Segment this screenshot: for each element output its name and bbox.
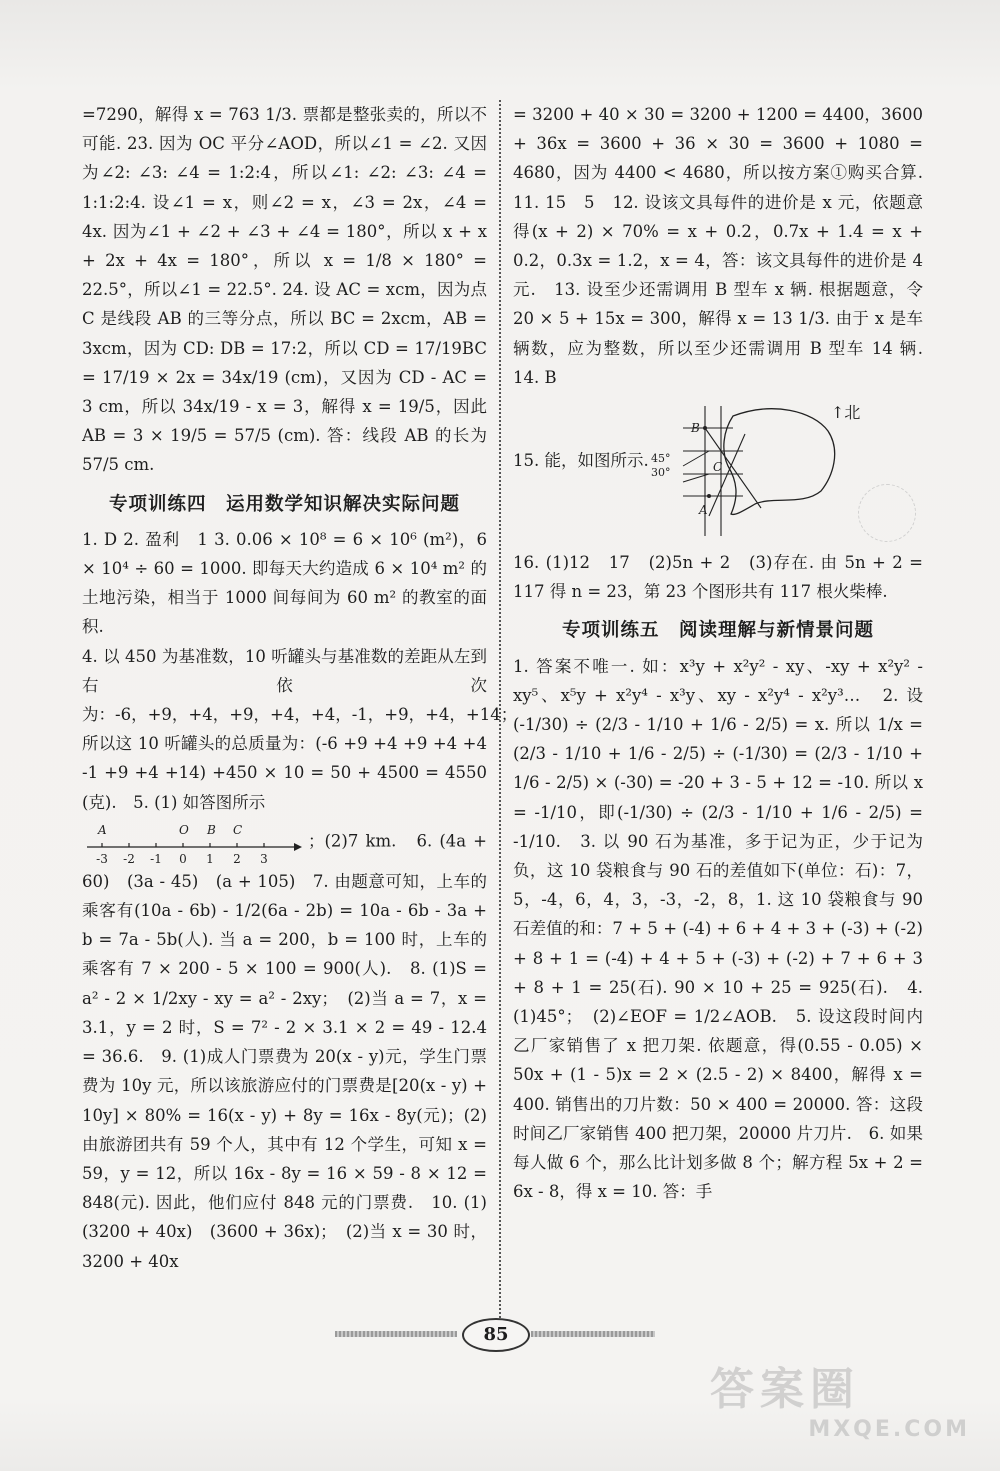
stamp-mark	[858, 484, 916, 542]
point-label-b: B	[207, 822, 216, 837]
map-figure-block	[513, 396, 923, 546]
tick-label: 2	[233, 851, 241, 866]
tick-label: -1	[150, 851, 162, 866]
watermark-logo-text: 答案圈	[710, 1364, 860, 1415]
point-label-o: O	[179, 822, 189, 837]
answer-paragraph-5-10	[82, 817, 487, 1276]
angle-label-30: 30°	[651, 466, 671, 480]
answer-paragraph-1-3: 1. D 2. 盈利 1 3. 0.06 × 10⁸ = 6 × 10⁶ (m²)，6 × 10⁴ ÷ 60 = 1000. 即每天大约造成 6 × 10⁴ m² 的土地污染，相当于 1000 间每间为 60 m² 的教室的面积.	[82, 529, 487, 637]
point-b	[703, 426, 707, 430]
tick-label: -2	[123, 851, 135, 866]
section-heading-4: 专项训练四 运用数学知识解决实际问题	[108, 493, 460, 515]
label-b: B	[691, 421, 700, 436]
answer-paragraph-10-14: = 3200 + 40 × 30 = 3200 + 1200 = 4400，3600 + 36x = 3600 + 36 × 30 = 3600 + 1080 = 4680，因为 4400 < 4680，所以按方案①购买合算. 11. 15 5 12. 设该文具每件的进价是 x 元，依题意得(x + 2) × 70% = x + 0.2，0.7x + 1.4 = x + 0.2，0.3x = 1.2，x = 4，答：该文具每件的进价是 4 元. 13. 设至少还需调用 B 型车 x 辆. 根据题意，令 20 × 5 + 15x = 300，解得 x = 13 1/3. 由于 x 是车辆数，应为整数，所以至少还需调用 B 型车 14 辆. 14. B	[513, 105, 940, 387]
tick-label: 0	[179, 851, 187, 866]
label-c: C	[713, 460, 723, 475]
section-heading-5: 专项训练五 阅读理解与新情景问题	[561, 620, 874, 642]
page-number: 85	[462, 1318, 530, 1352]
footer-rule-right	[531, 1331, 655, 1337]
left-column	[82, 100, 518, 1276]
answer-paragraph-23-24: =7290，解得 x = 763 1/3. 票都是整张卖的，所以不可能. 23. 因为 OC 平分∠AOD，所以∠1 = ∠2. 又因为∠2: ∠3: ∠4 = 1:2:4，所以∠1: ∠2: ∠3: ∠4 = 1:1:2:4. 设∠1 = x，则∠2 = x，∠3 = 2x，∠4 = 4x. 因为∠1 + ∠2 + ∠3 + ∠4 = 180°，所以 x + x + 2x + 4x = 180°，所以 x = 1/8 × 180° = 22.5°，所以∠1 = 22.5°. 24. 设 AC = xcm，因为点 C 是线段 AB 的三等分点，所以 BC = 2xcm，AB = 3xcm，因为 CD: DB = 17:2，所以 CD = 17/19BC = 17/19 × 2x = 34x/19 (cm)，又因为 CD - AC = 3 cm，所以 34x/19 - x = 3，解得 x = 19/5，因此 AB = 3 × 19/5 = 57/5 (cm). 答：线段 AB 的长为 57/5 cm.	[82, 105, 487, 475]
answer-text-5-10: ；(2)7 km. 6. (4a + 60) (3a - 45) (a + 105) 7. 由题意可知，上车的乘客有(10a - 6b) - 1/2(6a - 2b) = 10a - 6b - 3a + b = 7a - 5b(人). 当 a = 200，b = 100 时，上车的乘客有 7 × 200 - 5 × 100 = 900(人). 8. (1)S = a² - 2 × 1/2xy - xy = a² - 2xy； (2)当 a = 7，x = 3.1，y = 2 时，S = 7² - 2 × 3.1 × 2 = 49 - 12.4 = 36.6. 9. (1)成人门票费为 20(x - y)元，学生门票费为 10y 元，所以该旅游应付的门票费是[20(x - y) + 10y] × 80% = 16(x - y) + 8y = 16x - 8y(元)；(2)由旅游团共有 59 个人，其中有 12 个学生，可知 x = 59，y = 12，所以 16x - 8y = 16 × 59 - 8 × 12 = 848(元). 因此，他们应付 848 元的门票费. 10. (1)(3200 + 40x) (3600 + 36x)； (2)当 x = 30 时，3200 + 40x	[82, 831, 487, 1271]
column-divider	[499, 100, 501, 1330]
answer-paragraph-4-5: 4. 以 450 为基准数，10 听罐头与基准数的差距从左到右依次为：-6，+9，+4，+9，+4，+4，-1，+9，+4，+14；所以这 10 听罐头的总质量为：(-6 +9 +4 +9 +4 +4 -1 +9 +4 +14) +450 × 10 = 50 + 4500 = 4550 (克). 5. (1) 如答图所示	[82, 646, 518, 812]
tick-label: 1	[206, 851, 214, 866]
north-arrow-label: ↑北	[831, 403, 861, 423]
point-label-c: C	[233, 822, 243, 837]
label-a: A	[699, 503, 708, 518]
sight-line-2	[709, 434, 745, 516]
answer-15-text: 15. 能，如图所示.	[513, 451, 649, 471]
region-outline	[724, 409, 835, 515]
angle-label-45: 45°	[651, 452, 671, 466]
point-label-a: A	[98, 822, 107, 837]
right-column	[513, 100, 940, 1207]
watermark-url: MXQE.COM	[808, 1417, 970, 1442]
footer-rule-left	[335, 1331, 457, 1337]
answer-paragraph-16: 16. (1)12 17 (2)5n + 2 (3)存在. 由 5n + 2 = 117 得 n = 23，第 23 个图形共有 117 根火柴棒.	[513, 553, 923, 602]
tick-label: -3	[96, 851, 108, 866]
tick-label: 3	[260, 851, 268, 866]
map-figure	[643, 396, 843, 546]
number-line-figure	[82, 817, 302, 867]
site-watermark	[710, 1353, 970, 1453]
answer-paragraph-sec5: 1. 答案不唯一. 如：x³y + x²y² - xy、-xy + x²y² - xy⁵、x⁵y + x²y⁴ - x³y、xy - x²y⁴ - x²y³… 2. 设(-1/30) ÷ (2/3 - 1/10 + 1/6 - 2/5) = x. 所以 1/x = (2/3 - 1/10 + 1/6 - 2/5) ÷ (-1/30) = (2/3 - 1/10 + 1/6 - 2/5) × (-30) = -20 + 3 - 5 + 12 = -10. 所以 x = -1/10，即(-1/30) ÷ (2/3 - 1/10 + 1/6 - 2/5) = -1/10. 3. 以 90 石为基准，多于记为正，少于记为负，这 10 袋粮食与 90 石的差值如下(单位：石)：7，5，-4，6，4，3，-3，-2，8，1. 这 10 袋粮食与 90 石差值的和：7 + 5 + (-4) + 6 + 4 + 3 + (-3) + (-2) + 8 + 1 = (-4) + 4 + 5 + (-3) + (-2) + 7 + 6 + 3 + 8 + 1 = 25(石). 90 × 10 + 25 = 925(石). 4. (1)45°； (2)∠EOF = 1/2∠AOB. 5. 设这段时间内乙厂家销售了 x 把刀架. 依题意，得(0.55 - 0.05) × 50x + (1 - 5)x = 2 × (2.5 - 2) × 8400，解得 x = 400. 销售出的刀片数：50 × 400 = 20000. 答：这段时间乙厂家销售 400 把刀架，20000 片刀片. 6. 如果每人做 6 个，那么比计划多做 8 个；解方程 5x + 2 = 6x - 8，得 x = 10. 答：手	[513, 656, 923, 1202]
point-a	[707, 494, 711, 498]
